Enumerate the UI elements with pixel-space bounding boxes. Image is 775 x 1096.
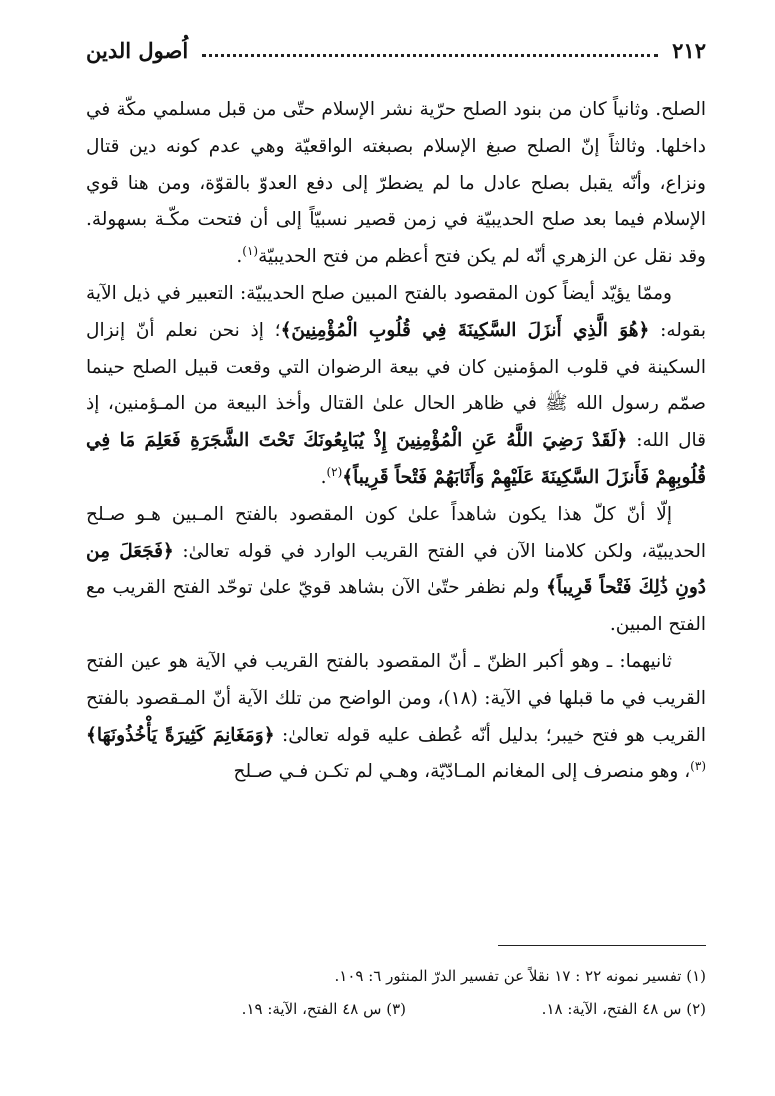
text-run: الصلح. وثانياً كان من بنود الصلح حرّية نشر الإسلام حتّى من قبل مسلمي مكّة في داخلها. وثالثاً إنّ الصلح صبغ الإسلام بصبغته الواقعيّة وهي عدم كونه دين قتال ونزاع، وأنّه يقبل بصلح عادل ما لم يضطرّ إلى دفع العدوّ بالقوّة، ومن هنا قوي الإسلام فيما بعد صلح الحديبيّة في زمن قصير نسبيّاً إلى أن فتحت مكّـة بسهولة. وقد نقل عن الزهري أنّه لم يكن فتح أعظم من فتح الحديبيّة [86, 99, 706, 268]
footnote-row [86, 993, 706, 1026]
footnote-marker: (٢) [326, 464, 343, 479]
footnotes [86, 960, 706, 1026]
page-header [86, 32, 706, 68]
footnote-separator [498, 945, 706, 946]
quran-verse: ﴿لَقَدْ رَضِيَ اللَّهُ عَنِ الْمُؤْمِنِينَ إِذْ يُبَايِعُونَكَ تَحْتَ الشَّجَرَةِ فَعَلِمَ مَا فِي قُلُوبِهِمْ فَأَنزَلَ السَّكِينَةَ عَلَيْهِمْ وَأَثَابَهُمْ فَتْحاً قَرِيباً﴾ [86, 430, 706, 488]
text-run: ؛ إذ نحن نعلم أنّ إنزال السكينة في قلوب المؤمنين كان في بيعة الرضوان التي وقعت قبيل الصلح حينما صمّم رسول الله ﷺ في ظاهر الحال علىٰ القتال وأخذ البيعة من المـؤمنين، إذ قال الله: [86, 319, 706, 452]
text-run: . [236, 246, 243, 268]
text-run: ، وهو منصرف إلى المغانم المـادّيّة، وهـي لم تكـن فـي صـلح [233, 761, 691, 783]
footnote-3: (٣) س ٤٨ الفتح، الآية: ١٩. [241, 1000, 406, 1018]
quran-verse: ﴿هُوَ الَّذِي أَنزَلَ السَّكِينَةَ فِي قُلُوبِ الْمُؤْمِنِينَ﴾ [280, 319, 650, 341]
text-run: ولم نظفر حتّىٰ الآن بشاهد قويّ علىٰ توحّد الفتح القريب مع الفتح المبين. [86, 577, 706, 636]
paragraph [86, 497, 706, 644]
body-text [86, 92, 706, 791]
footnote-marker: (٣) [690, 759, 706, 774]
text-run: . [320, 466, 327, 488]
footnote-marker: (١) [242, 244, 259, 259]
paragraph [86, 276, 706, 497]
footnote-2: (٢) س ٤٨ الفتح، الآية: ١٨. [541, 1000, 706, 1018]
paragraph [86, 644, 706, 791]
text-run: ثانيهما: ـ وهو أكبر الظنّ ـ أنّ المقصود بالفتح القريب في الآية هو عين الفتح القريب في ما قبلها في الآية: (١٨)، ومن الواضح من تلك الآية أنّ المـقصود بالفتح القريب هو فتح خيبر؛ بدليل أنّه عُطف عليه قوله تعالىٰ: [86, 650, 706, 746]
footnote-1: (١) تفسير نمونه ٢٢ : ١٧ نقلاً عن تفسير الدرّ المنثور ٦: ١٠٩. [334, 967, 706, 985]
header-dotted-leader [202, 54, 658, 57]
page-number: ٢١٢ [672, 37, 706, 63]
running-title: اُصول الدين [86, 37, 189, 63]
text-run: إلّا أنّ كلّ هذا يكون شاهداً علىٰ كون المقصود بالفتح المـبين هـو صـلح الحديبيّة، ولكن كلامنا الآن في الفتح القريب الوارد في قوله تعالىٰ: [86, 503, 707, 562]
quran-verse: ﴿وَمَغَانِمَ كَثِيرَةً يَأْخُذُونَهَا﴾ [86, 724, 275, 746]
text-run: وممّا يؤيّد أيضاً كون المقصود بالفتح المبين صلح الحديبيّة: التعبير في ذيل الآية بقوله: [86, 282, 707, 341]
paragraph [86, 92, 706, 276]
quran-verse: ﴿فَجَعَلَ مِن دُونِ ذَٰلِكَ فَتْحاً قَرِيباً﴾ [86, 540, 707, 599]
book-page [86, 30, 706, 1070]
